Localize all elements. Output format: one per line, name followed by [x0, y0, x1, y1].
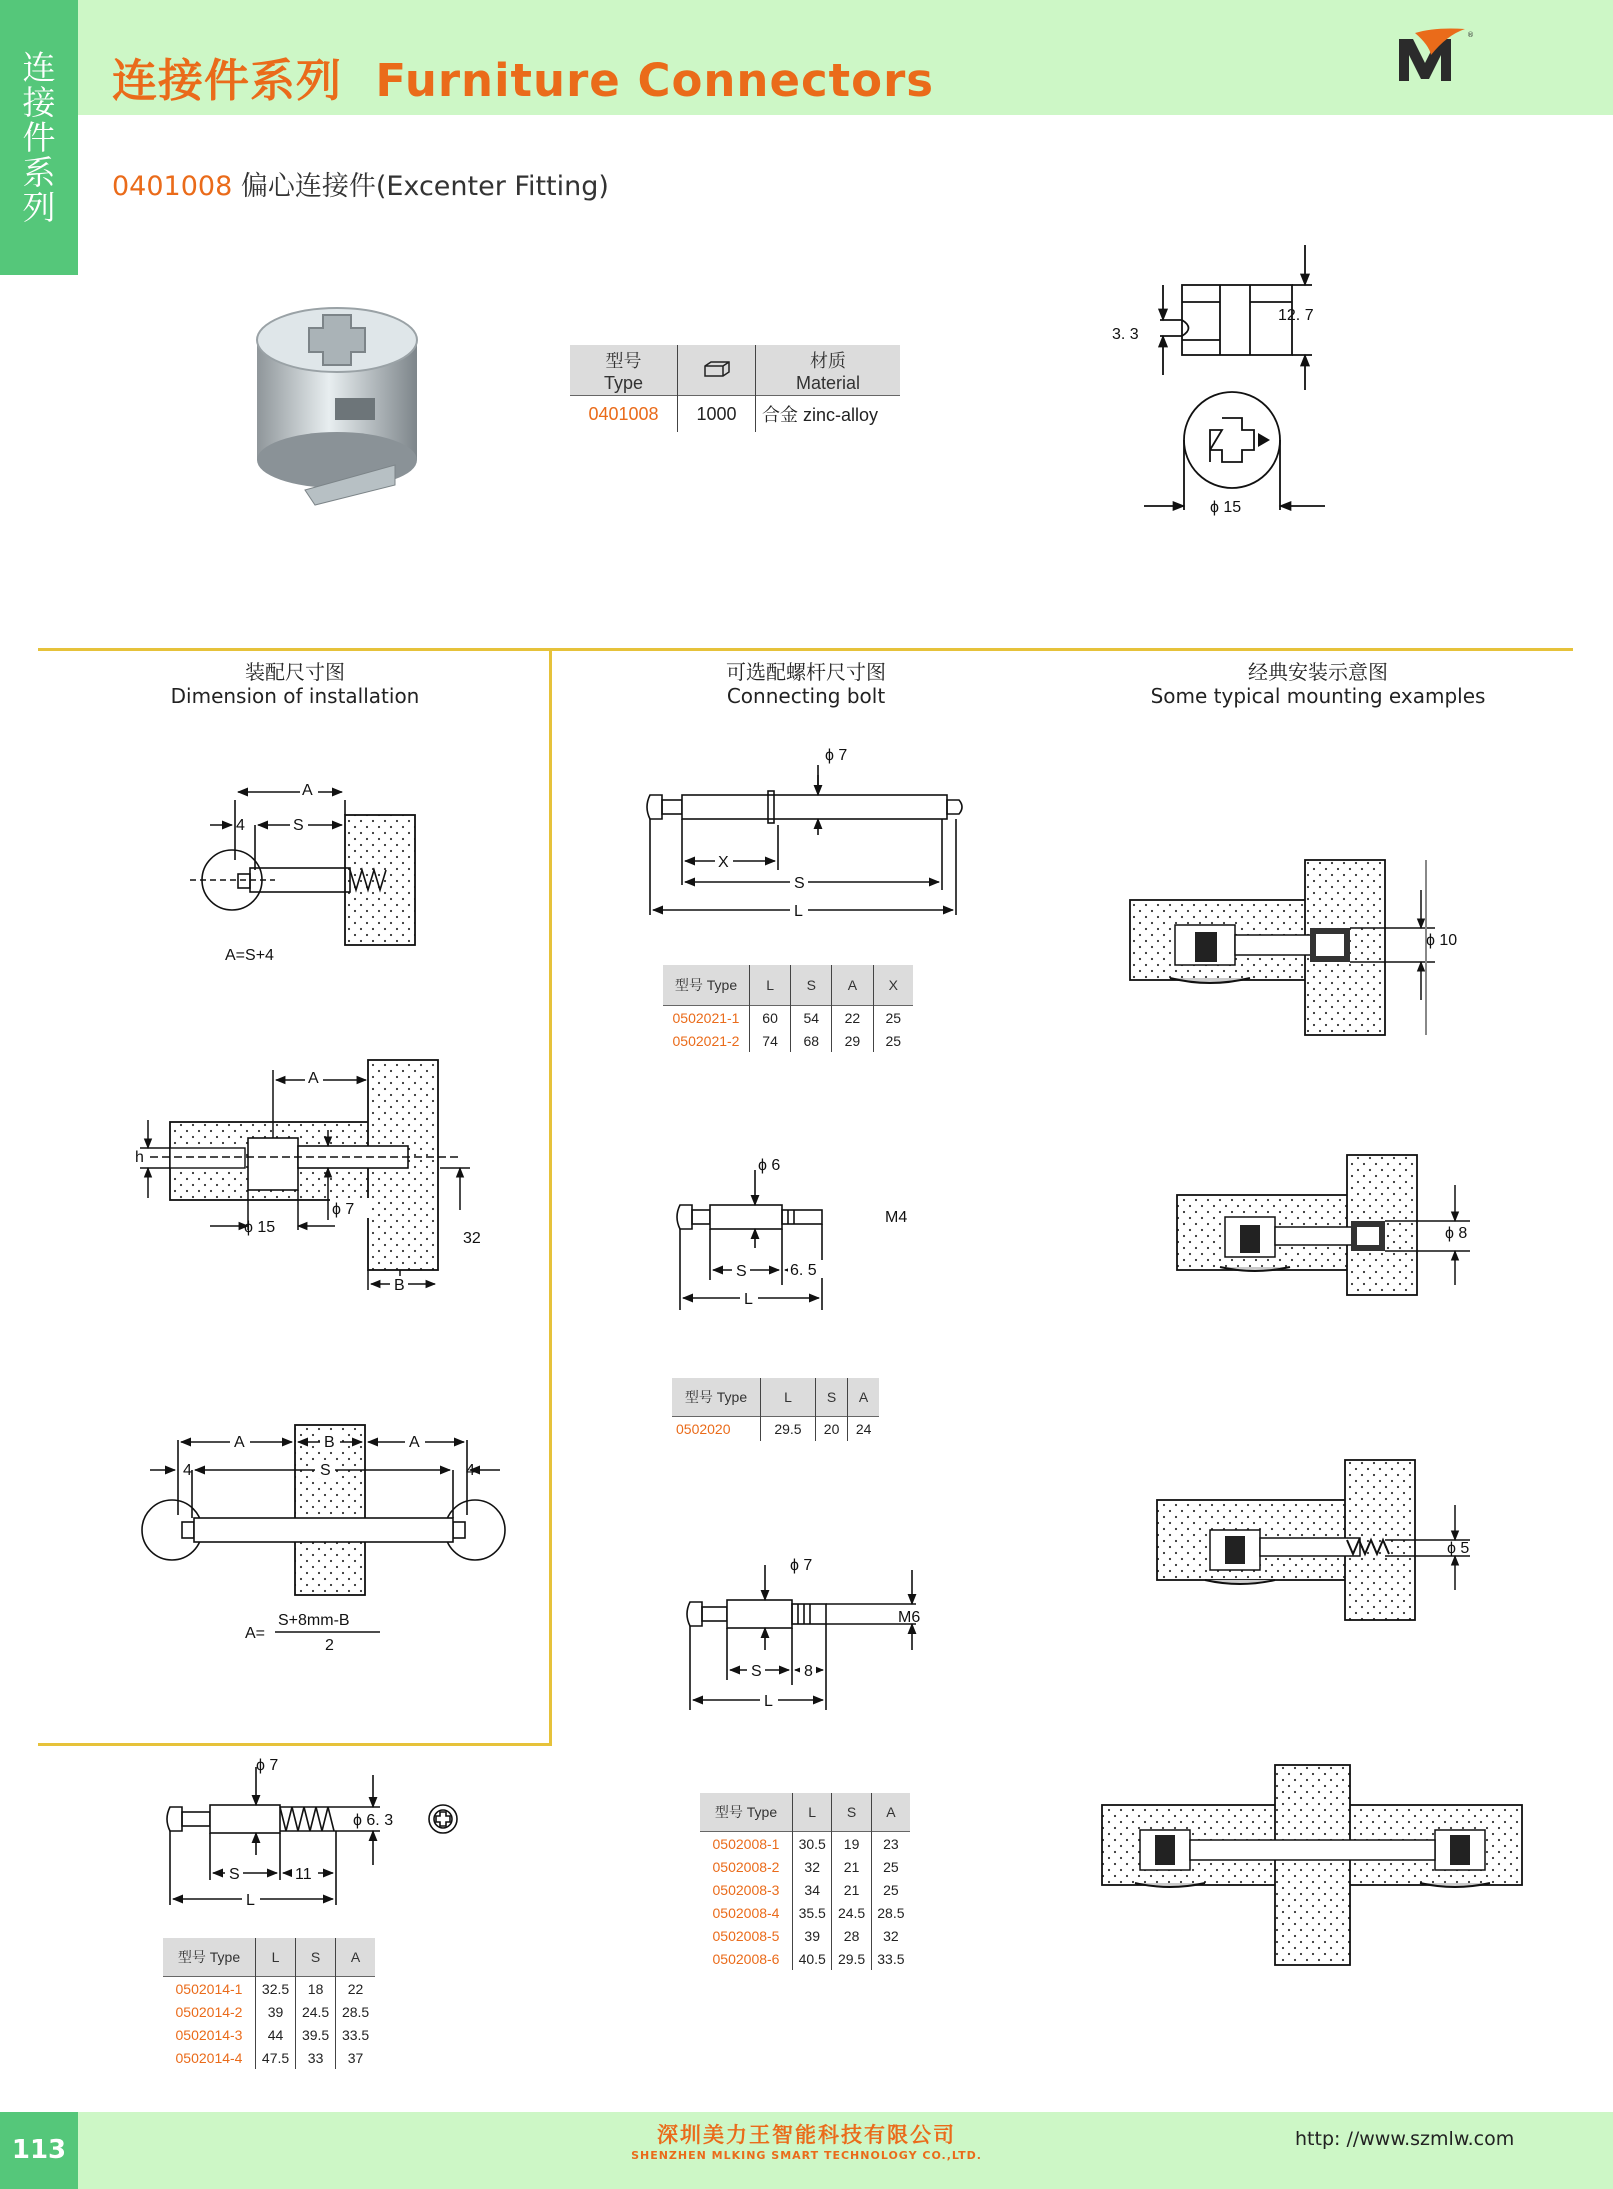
bt3-cell: 21	[832, 1855, 871, 1878]
product-spec-table	[570, 345, 900, 432]
bolt3-S: S	[751, 1663, 762, 1680]
product-material-cell: 合金 zinc-alloy	[756, 396, 901, 433]
bt4-cell: 18	[296, 1977, 336, 2001]
mounting-example-2	[1175, 1155, 1475, 1295]
bolt2-L: L	[744, 1291, 753, 1308]
table-row	[163, 1977, 375, 2001]
dim-A: A	[308, 1070, 319, 1087]
company-name-en: SHENZHEN MLKING SMART TECHNOLOGY CO.,LTD.	[631, 2149, 982, 2162]
page-number: 113	[0, 2112, 78, 2189]
box-icon	[702, 359, 732, 377]
dim-phi7: ϕ 7	[332, 1201, 355, 1218]
bolt4-63: ϕ 6. 3	[353, 1812, 394, 1829]
bt4-cell: 39	[256, 2000, 296, 2023]
bt2-head-A: A	[848, 1378, 879, 1417]
bt4-cell: 22	[336, 1977, 375, 2001]
bt2-cell: 24	[848, 1417, 879, 1442]
dim-height: 12. 7	[1278, 307, 1314, 324]
col-material-en: Material	[795, 372, 861, 393]
section-examples-cn: 经典安装示意图	[1248, 660, 1388, 684]
side-tab-char: 连	[22, 48, 56, 87]
bt2-cell: 0502020	[676, 1421, 731, 1437]
product-photo	[245, 290, 435, 510]
product-code: 0401008	[112, 171, 233, 202]
bt2-head-S: S	[815, 1378, 847, 1417]
bt4-cell: 28.5	[336, 2000, 375, 2023]
bolt2-65: 6. 5	[790, 1262, 817, 1279]
dim-32: 32	[463, 1230, 481, 1247]
bt3-cell: 30.5	[793, 1832, 832, 1856]
formula-1: A=S+4	[225, 947, 274, 964]
bolt3-M6: M6	[898, 1609, 921, 1626]
bt3-cell: 33.5	[871, 1947, 910, 1970]
dim-phi15: ϕ 15	[244, 1219, 276, 1236]
bt1-head-X: X	[873, 965, 913, 1006]
section-installation-heading	[95, 660, 495, 708]
section-bolt-heading	[606, 660, 1006, 708]
dim-diameter: ϕ 15	[1210, 499, 1242, 516]
bt3-cell: 0502008-6	[712, 1950, 780, 1967]
bt1-cell: 0502021-2	[672, 1032, 740, 1049]
side-tab-char: 件	[22, 118, 56, 157]
bt4-cell: 33	[296, 2046, 336, 2069]
bolt2-S: S	[736, 1263, 747, 1280]
col-type	[570, 345, 678, 396]
bt3-cell: 32	[793, 1855, 832, 1878]
bt4-cell: 0502014-2	[175, 2003, 243, 2020]
bolt3-8: 8	[804, 1663, 813, 1680]
table-row	[700, 1947, 910, 1970]
bt1-cell: 54	[791, 1006, 832, 1030]
bolt-drawing-3	[680, 1550, 940, 1720]
fitting-drawing	[1100, 240, 1360, 530]
bolt2-phi: ϕ 6	[758, 1157, 781, 1174]
bt3-cell: 32	[871, 1924, 910, 1947]
bolt-drawing-4	[160, 1755, 470, 1915]
dim-4: 4	[236, 817, 245, 834]
bolt1-L: L	[794, 903, 803, 920]
bt4-cell: 0502014-1	[175, 1980, 243, 1997]
bt2-head-L: L	[761, 1378, 816, 1417]
bt3-head-A: A	[871, 1793, 910, 1832]
side-tab-char: 列	[22, 188, 56, 227]
bt3-cell: 40.5	[793, 1947, 832, 1970]
bt4-cell: 33.5	[336, 2023, 375, 2046]
formula-2-num: S+8mm-B	[278, 1612, 350, 1629]
bt3-cell: 29.5	[832, 1947, 871, 1970]
bt3-cell: 28.5	[871, 1901, 910, 1924]
bt4-head-L: L	[256, 1938, 296, 1977]
bolt3-phi: ϕ 7	[790, 1557, 813, 1574]
bt3-cell: 0502008-3	[712, 1881, 780, 1898]
bolt4-phi: ϕ 7	[256, 1757, 279, 1774]
bt1-cell: 22	[832, 1006, 873, 1030]
svg-text:®: ®	[1467, 31, 1474, 39]
company-name-cn: 深圳美力王智能科技有限公司	[657, 2123, 956, 2147]
bolt4-11: 11	[295, 1866, 312, 1883]
mounting-example-4	[1100, 1765, 1525, 1965]
table-row	[663, 1006, 913, 1030]
section-installation-cn: 装配尺寸图	[245, 660, 345, 684]
bt3-head-S: S	[832, 1793, 871, 1832]
col-material-cn: 材质	[810, 350, 846, 371]
bt4-cell: 0502014-3	[175, 2026, 243, 2043]
column-divider	[549, 648, 552, 1746]
bolt-table-0502020	[672, 1378, 879, 1441]
bt4-cell: 47.5	[256, 2046, 296, 2069]
bt3-head-type: 型号 Type	[700, 1793, 793, 1832]
formula-2-den: 2	[325, 1637, 334, 1654]
bt2-cell: 20	[815, 1417, 847, 1442]
table-row	[163, 2023, 375, 2046]
installation-drawing-3	[130, 1420, 520, 1654]
example-2-dim: ϕ 8	[1445, 1225, 1468, 1242]
bt4-cell: 0502014-4	[175, 2049, 243, 2066]
col-qty	[678, 345, 756, 396]
bt4-cell: 44	[256, 2023, 296, 2046]
example-3-dim: ϕ 5	[1447, 1540, 1470, 1557]
bt3-cell: 28	[832, 1924, 871, 1947]
dim-4: 4	[183, 1462, 192, 1479]
col-type-en: Type	[603, 372, 644, 393]
table-row	[700, 1924, 910, 1947]
bolt-drawing-2	[670, 1150, 930, 1320]
brand-logo	[1395, 25, 1475, 87]
product-type-cell: 0401008	[588, 403, 659, 424]
bolt1-phi: ϕ 7	[825, 747, 848, 764]
bt1-cell: 68	[791, 1029, 832, 1052]
dim-h: h	[135, 1149, 144, 1166]
bt4-head-A: A	[336, 1938, 375, 1977]
bolt1-S: S	[794, 875, 805, 892]
table-row	[700, 1832, 910, 1856]
dim-S: S	[293, 817, 304, 834]
section-divider-bottom	[38, 1743, 552, 1746]
bt3-cell: 0502008-1	[712, 1835, 780, 1852]
dim-offset: 3. 3	[1112, 326, 1139, 343]
bt3-cell: 25	[871, 1855, 910, 1878]
dim-A: A	[302, 782, 313, 799]
section-examples-en: Some typical mounting examples	[1150, 684, 1486, 708]
bt4-cell: 39.5	[296, 2023, 336, 2046]
section-bolt-en: Connecting bolt	[726, 684, 886, 708]
bt3-cell: 23	[871, 1832, 910, 1856]
bt4-cell: 37	[336, 2046, 375, 2069]
bt1-cell: 60	[750, 1006, 791, 1030]
section-installation-en: Dimension of installation	[170, 684, 420, 708]
bolt2-M4: M4	[885, 1209, 908, 1226]
bt4-head-type: 型号 Type	[163, 1938, 256, 1977]
col-material	[756, 345, 901, 396]
formula-2-left: A=	[245, 1625, 266, 1642]
bt3-head-L: L	[793, 1793, 832, 1832]
bt4-cell: 24.5	[296, 2000, 336, 2023]
bt3-cell: 0502008-5	[712, 1927, 780, 1944]
mounting-example-1	[1125, 860, 1458, 1040]
bt1-cell: 29	[832, 1029, 873, 1052]
dim-B: B	[394, 1277, 405, 1294]
example-1-dim: ϕ 10	[1426, 932, 1458, 949]
bt4-cell: 32.5	[256, 1977, 296, 2001]
col-type-cn: 型号	[605, 350, 642, 371]
section-divider	[38, 648, 1573, 651]
dim-B: B	[324, 1434, 335, 1451]
bolt4-S: S	[229, 1866, 240, 1883]
table-row	[700, 1901, 910, 1924]
bolt-drawing-1	[640, 745, 970, 925]
dim-4: 4	[466, 1462, 475, 1479]
bolt-table-0502008	[700, 1793, 910, 1970]
installation-drawing-1	[190, 770, 450, 970]
bt1-cell: 0502021-1	[672, 1009, 740, 1026]
table-row	[700, 1855, 910, 1878]
table-row	[672, 1417, 879, 1442]
product-qty-cell: 1000	[678, 396, 756, 433]
bt1-head-type: 型号 Type	[663, 965, 750, 1006]
bolt3-L: L	[764, 1693, 773, 1710]
section-examples-heading	[1118, 660, 1518, 708]
bt1-cell: 74	[750, 1029, 791, 1052]
side-tab-char: 接	[22, 83, 56, 122]
bt2-cell: 29.5	[761, 1417, 816, 1442]
table-row	[700, 1878, 910, 1901]
bt3-cell: 25	[871, 1878, 910, 1901]
installation-drawing-2	[130, 1050, 500, 1300]
bolt1-X: X	[718, 854, 729, 871]
bt2-head-type: 型号 Type	[672, 1378, 761, 1417]
bt1-head-S: S	[791, 965, 832, 1006]
dim-A: A	[234, 1434, 245, 1451]
table-row	[163, 2046, 375, 2069]
bt3-cell: 0502008-4	[712, 1904, 780, 1921]
bt3-cell: 34	[793, 1878, 832, 1901]
mounting-example-3	[1155, 1460, 1475, 1620]
bt3-cell: 35.5	[793, 1901, 832, 1924]
bt1-head-L: L	[750, 965, 791, 1006]
website-link[interactable]: http: //www.szmlw.com	[1295, 2128, 1515, 2150]
bt3-cell: 0502008-2	[712, 1858, 780, 1875]
section-bolt-cn: 可选配螺杆尺寸图	[726, 660, 886, 684]
table-row	[163, 2000, 375, 2023]
dim-S: S	[320, 1462, 331, 1479]
bt1-cell: 25	[873, 1006, 913, 1030]
bt1-head-A: A	[832, 965, 873, 1006]
product-heading	[112, 164, 609, 203]
dim-A: A	[409, 1434, 420, 1451]
bolt-table-0502021	[663, 965, 913, 1052]
bt1-cell: 25	[873, 1029, 913, 1052]
side-tab-char: 系	[22, 153, 56, 192]
table-row	[663, 1029, 913, 1052]
side-tab	[0, 0, 78, 275]
bt3-cell: 21	[832, 1878, 871, 1901]
bt3-cell: 39	[793, 1924, 832, 1947]
bt4-head-S: S	[296, 1938, 336, 1977]
bolt-table-0502014	[163, 1938, 375, 2069]
bolt4-L: L	[246, 1892, 255, 1909]
page-title: 连接件系列 Furniture Connectors	[112, 54, 935, 107]
bt3-cell: 19	[832, 1832, 871, 1856]
bt3-cell: 24.5	[832, 1901, 871, 1924]
product-name: 偏心连接件(Excenter Fitting)	[240, 171, 609, 202]
